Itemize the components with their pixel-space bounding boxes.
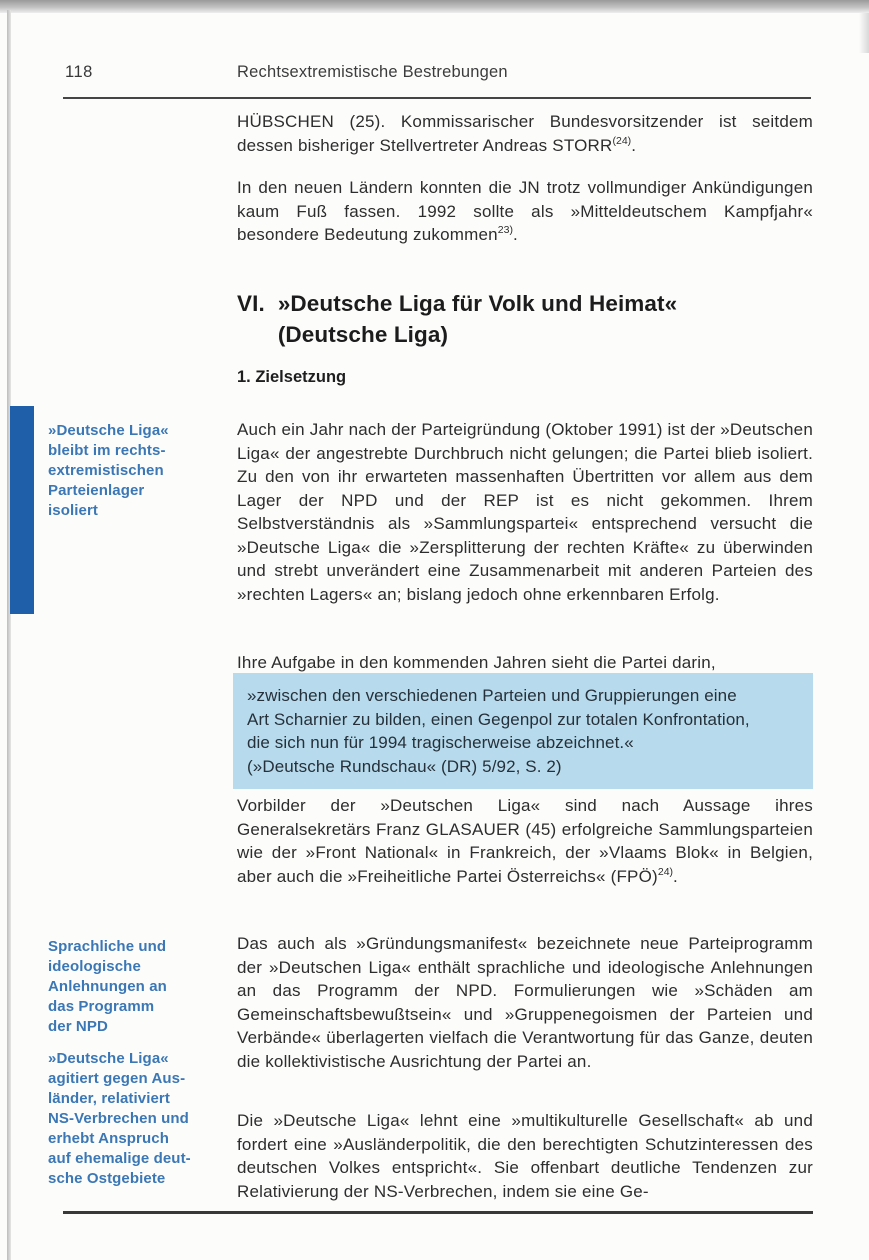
margin-note-npd-programm (48, 937, 234, 1037)
margin-note-line: sche Ostgebiete (48, 1170, 166, 1187)
margin-note-line: das Programm (48, 998, 155, 1015)
para-text: . (631, 135, 637, 155)
margin-note-line: bleibt im rechts- (48, 442, 166, 459)
margin-note-line: Anlehnungen an (48, 978, 167, 995)
para-text: . (512, 225, 518, 244)
para-vorbilder (237, 794, 813, 888)
margin-note-line: erhebt Anspruch (48, 1130, 169, 1147)
quote-line: »zwischen den verschiedenen Parteien und Gruppierungen eine (247, 686, 737, 705)
para-text: . (673, 866, 678, 886)
running-header: Rechtsextremistische Bestrebungen (237, 63, 508, 81)
para-programm: Das auch als »Gründungsmanifest« bezeichnete neue Parteiprogramm der »Deutschen Liga« enthält sprachliche und ideologische Anlehnungen an das Programm der NPD. Formulierungen wie »Schäden am Gemeinschaftsbewußtsein« und »Gruppenegoismen der Parteien und Verbände« überlagerten vielfach die Verantwortung für das Ganze, deuten die kollektivistische Ausrichtung der Partei an. (237, 934, 813, 1071)
section-title-line2: (Deutsche Liga) (277, 322, 449, 347)
subsection-heading: 1. Zielsetzung (237, 368, 347, 386)
margin-note-line: agitiert gegen Aus- (48, 1070, 186, 1087)
margin-accent-bar (10, 406, 34, 614)
margin-note-line: ideologische (48, 958, 141, 975)
para-text: In den neuen Ländern konnten die JN trotz vollmundiger Ankündigungen kaum Fuß fassen. 1992 sollte als »Mitteldeutschem Kampfjahr« besondere Bedeutung zukommen (237, 178, 813, 244)
section-numeral: VI. (237, 291, 265, 316)
footer-rule (63, 1211, 813, 1214)
quote-line: die sich nun für 1994 tragischerweise abzeichnet.« (247, 733, 634, 752)
para-text: Vorbilder der »Deutschen Liga« sind nach Aussage ihres Generalsekretärs Franz GLASAUER (45) erfolgreiche Sammlungsparteien wie der »Front National« in Frankreich, der »Vlaams Blok« in Belgien, aber auch die »Freiheitliche Partei Österreichs« (FPÖ) (237, 796, 813, 886)
quote-block (233, 673, 813, 789)
para-aufgabe: Ihre Aufgabe in den kommenden Jahren sieht die Partei darin, (237, 653, 716, 672)
para-isolation: Auch ein Jahr nach der Parteigründung (Oktober 1991) ist der »Deutschen Liga« der angestrebte Durchbruch nicht gelungen; die Partei blieb isoliert. Zu den von ihr erwarteten massenhaften Übertritten vor allem aus dem Lager der NPD und der REP ist es nicht gekommen. Ihrem Selbstverständnis als »Sammlungspartei« entsprechend versucht die »Deutsche Liga« die »Zersplitterung der rechten Kräfte« zu überwinden und strebt unverändert eine Zusammenarbeit mit anderen Parteien des »rechten Lagers« an; bislang jedoch ohne erkennbaren Erfolg. (237, 420, 813, 604)
section-title-line1: »Deutsche Liga für Volk und Heimat« (277, 291, 678, 316)
margin-note-line: isoliert (48, 502, 98, 519)
para-jn (237, 176, 813, 247)
scan-edge-corner (859, 13, 869, 53)
margin-note-line: auf ehemalige deut- (48, 1150, 191, 1167)
scan-edge-top (0, 0, 869, 13)
para-text: HÜBSCHEN (25). Kommissarischer Bundesvorsitzender ist seitdem dessen bisheriger Stellvertreter Andreas STORR (237, 112, 813, 155)
footnote-marker: (24) (612, 134, 632, 147)
margin-note-isolation (48, 421, 234, 521)
section-heading (237, 288, 837, 350)
section-title (278, 288, 677, 350)
margin-note-line: der NPD (48, 1018, 108, 1035)
scan-edge-left (7, 10, 11, 1260)
margin-note-line: extremistischen (48, 462, 164, 479)
quote-line: (»Deutsche Rundschau« (DR) 5/92, S. 2) (247, 756, 562, 776)
margin-note-line: NS-Verbrechen und (48, 1110, 189, 1127)
margin-note-line: Sprachliche und (48, 938, 167, 955)
margin-note-line: »Deutsche Liga« (48, 422, 169, 439)
margin-note-agitation (48, 1049, 234, 1189)
header-rule (63, 97, 811, 99)
footnote-marker: 23) (497, 224, 513, 236)
margin-note-line: »Deutsche Liga« (48, 1050, 169, 1067)
para-auslaender: Die »Deutsche Liga« lehnt eine »multikulturelle Gesellschaft« ab und fordert eine »Ausländerpolitik, die den berechtigten Schutzinteressen des deutschen Volkes entspricht«. Sie offenbart deutliche Tendenzen zur Relativierung der NS-Verbrechen, indem sie eine Ge- (237, 1111, 813, 1201)
margin-note-line: Parteienlager (48, 482, 145, 499)
para-huebschen (237, 110, 813, 157)
margin-note-line: länder, relativiert (48, 1090, 170, 1107)
footnote-marker: 24) (657, 865, 674, 878)
page-number: 118 (65, 63, 93, 81)
quote-line: Art Scharnier zu bilden, einen Gegenpol zur totalen Konfrontation, (247, 709, 750, 729)
